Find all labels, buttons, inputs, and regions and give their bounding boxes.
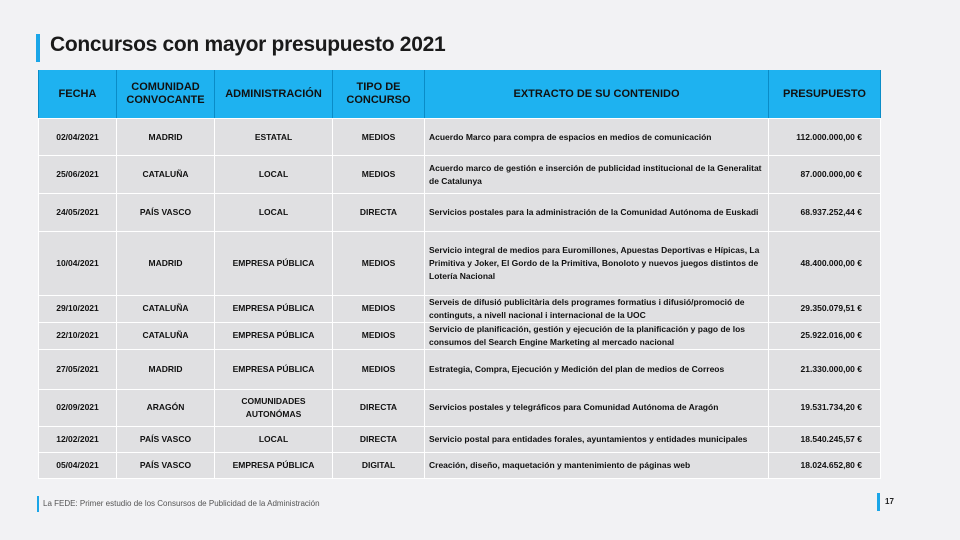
header-comunidad-convocante: COMUNIDAD CONVOCANTE bbox=[117, 70, 215, 119]
table-row bbox=[39, 119, 881, 156]
footer-source: La FEDE: Primer estudio de los Consursos de Publicidad de la Administración bbox=[43, 499, 320, 508]
cell-comunidad: ARAGÓN bbox=[117, 389, 215, 426]
cell-tipo: MEDIOS bbox=[333, 322, 425, 349]
header-extracto: EXTRACTO DE SU CONTENIDO bbox=[425, 70, 769, 119]
table-row bbox=[39, 349, 881, 389]
cell-presupuesto: 21.330.000,00 € bbox=[769, 349, 881, 389]
table-row bbox=[39, 452, 881, 478]
cell-fecha: 22/10/2021 bbox=[39, 322, 117, 349]
cell-administracion: LOCAL bbox=[215, 426, 333, 452]
cell-extracto: Serveis de difusió publicitària dels programes formatius i difusió/promoció de continguts, a nivell nacional i internacional de la UOC bbox=[425, 296, 769, 323]
cell-administracion: EMPRESA PÚBLICA bbox=[215, 452, 333, 478]
header-presupuesto: PRESUPUESTO bbox=[769, 70, 881, 119]
header-administracion: ADMINISTRACIÓN bbox=[215, 70, 333, 119]
table-row bbox=[39, 232, 881, 296]
cell-extracto: Acuerdo Marco para compra de espacios en medios de comunicación bbox=[425, 119, 769, 156]
cell-fecha: 24/05/2021 bbox=[39, 194, 117, 232]
page-number-accent-bar bbox=[877, 493, 880, 511]
cell-presupuesto: 112.000.000,00 € bbox=[769, 119, 881, 156]
cell-presupuesto: 29.350.079,51 € bbox=[769, 296, 881, 323]
cell-extracto: Servicios postales para la administración de la Comunidad Autónoma de Euskadi bbox=[425, 194, 769, 232]
cell-presupuesto: 87.000.000,00 € bbox=[769, 156, 881, 194]
cell-tipo: DIGITAL bbox=[333, 452, 425, 478]
table-row bbox=[39, 194, 881, 232]
cell-comunidad: PAÍS VASCO bbox=[117, 426, 215, 452]
cell-comunidad: MADRID bbox=[117, 119, 215, 156]
cell-tipo: MEDIOS bbox=[333, 296, 425, 323]
cell-administracion: LOCAL bbox=[215, 194, 333, 232]
cell-extracto: Estrategia, Compra, Ejecución y Medición del plan de medios de Correos bbox=[425, 349, 769, 389]
cell-comunidad: CATALUÑA bbox=[117, 156, 215, 194]
table-row bbox=[39, 156, 881, 194]
table-row bbox=[39, 296, 881, 323]
cell-comunidad: PAÍS VASCO bbox=[117, 194, 215, 232]
cell-administracion: ESTATAL bbox=[215, 119, 333, 156]
cell-comunidad: CATALUÑA bbox=[117, 322, 215, 349]
cell-comunidad: PAÍS VASCO bbox=[117, 452, 215, 478]
cell-fecha: 12/02/2021 bbox=[39, 426, 117, 452]
cell-comunidad: CATALUÑA bbox=[117, 296, 215, 323]
page-number: 17 bbox=[885, 497, 894, 506]
table-row bbox=[39, 322, 881, 349]
cell-presupuesto: 68.937.252,44 € bbox=[769, 194, 881, 232]
cell-tipo: MEDIOS bbox=[333, 349, 425, 389]
table-row bbox=[39, 426, 881, 452]
cell-administracion: LOCAL bbox=[215, 156, 333, 194]
cell-tipo: MEDIOS bbox=[333, 232, 425, 296]
cell-extracto: Servicio postal para entidades forales, ayuntamientos y entidades municipales bbox=[425, 426, 769, 452]
page-title: Concursos con mayor presupuesto 2021 bbox=[50, 33, 446, 56]
cell-tipo: DIRECTA bbox=[333, 194, 425, 232]
cell-fecha: 27/05/2021 bbox=[39, 349, 117, 389]
cell-extracto: Servicios postales y telegráficos para Comunidad Autónoma de Aragón bbox=[425, 389, 769, 426]
cell-presupuesto: 25.922.016,00 € bbox=[769, 322, 881, 349]
header-tipo-de-concurso: TIPO DE CONCURSO bbox=[333, 70, 425, 119]
cell-administracion: EMPRESA PÚBLICA bbox=[215, 322, 333, 349]
table-row bbox=[39, 389, 881, 426]
cell-administracion: EMPRESA PÚBLICA bbox=[215, 232, 333, 296]
cell-comunidad: MADRID bbox=[117, 232, 215, 296]
cell-administracion: EMPRESA PÚBLICA bbox=[215, 296, 333, 323]
cell-comunidad: MADRID bbox=[117, 349, 215, 389]
cell-extracto: Servicio integral de medios para Euromillones, Apuestas Deportivas e Hípicas, La Primitiva y Joker, El Gordo de la Primitiva, Bonoloto y nuevos juegos distintos de Lotería Nacional bbox=[425, 232, 769, 296]
cell-fecha: 29/10/2021 bbox=[39, 296, 117, 323]
budget-table bbox=[38, 70, 881, 479]
cell-presupuesto: 19.531.734,20 € bbox=[769, 389, 881, 426]
cell-presupuesto: 48.400.000,00 € bbox=[769, 232, 881, 296]
cell-fecha: 02/04/2021 bbox=[39, 119, 117, 156]
cell-fecha: 25/06/2021 bbox=[39, 156, 117, 194]
title-accent-bar bbox=[36, 34, 40, 62]
cell-fecha: 10/04/2021 bbox=[39, 232, 117, 296]
header-fecha: FECHA bbox=[39, 70, 117, 119]
cell-fecha: 02/09/2021 bbox=[39, 389, 117, 426]
cell-extracto: Acuerdo marco de gestión e inserción de publicidad institucional de la Generalitat de Catalunya bbox=[425, 156, 769, 194]
cell-tipo: DIRECTA bbox=[333, 389, 425, 426]
footer-accent-bar bbox=[37, 496, 39, 512]
cell-extracto: Servicio de planificación, gestión y ejecución de la planificación y pago de los consumos del Search Engine Marketing al mercado nacional bbox=[425, 322, 769, 349]
cell-administracion: COMUNIDADES AUTONÓMAS bbox=[215, 389, 333, 426]
table-header-row bbox=[39, 70, 881, 119]
cell-presupuesto: 18.540.245,57 € bbox=[769, 426, 881, 452]
cell-extracto: Creación, diseño, maquetación y mantenimiento de páginas web bbox=[425, 452, 769, 478]
cell-tipo: MEDIOS bbox=[333, 156, 425, 194]
cell-administracion: EMPRESA PÚBLICA bbox=[215, 349, 333, 389]
cell-tipo: DIRECTA bbox=[333, 426, 425, 452]
cell-fecha: 05/04/2021 bbox=[39, 452, 117, 478]
cell-presupuesto: 18.024.652,80 € bbox=[769, 452, 881, 478]
cell-tipo: MEDIOS bbox=[333, 119, 425, 156]
